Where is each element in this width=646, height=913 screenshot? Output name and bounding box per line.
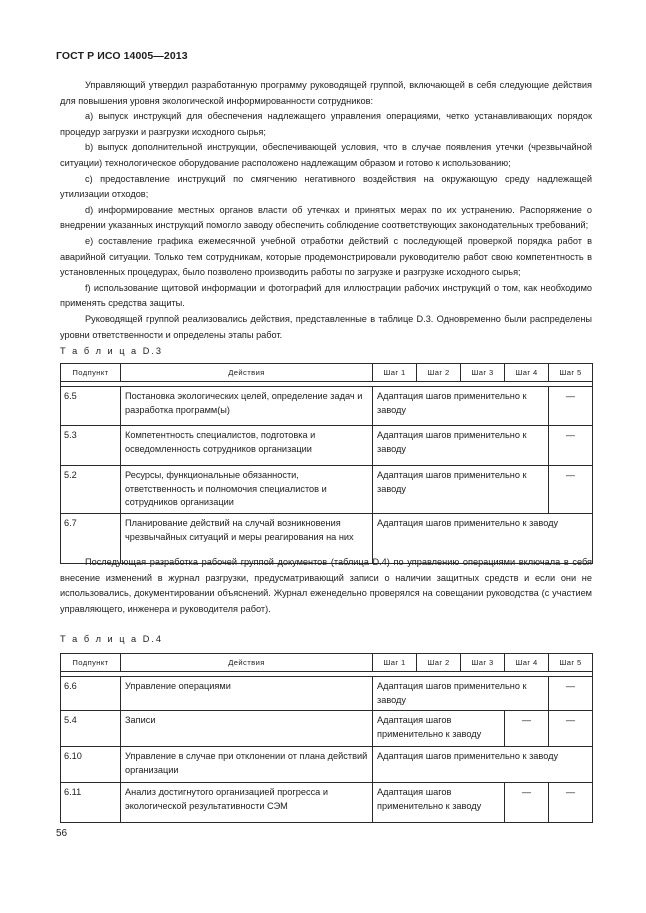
intro-line-5: е) составление графика ежемесячной учебной отработки действий с последующей проверкой порядка работ в аварийной ситуации. Только тем сотрудникам, которые продемонстрировали руководителю работ свою компетентность в установленных процедурах, было позволено производить работы по загрузке и разгрузке исходного сырья;: [60, 235, 592, 278]
header-subclause: Подпункт: [61, 364, 121, 382]
table-d4-caption: Т а б л и ц а D.4: [60, 634, 164, 644]
middle-paragraph: [60, 555, 592, 617]
subclause-cell: 5.4: [61, 711, 121, 747]
adaptation-cell: Адаптация шагов применительно к заводу: [373, 677, 549, 711]
adaptation-cell: Адаптация шагов применительно к заводу: [373, 783, 505, 823]
table-row: [61, 677, 593, 711]
intro-paragraphs: [60, 78, 592, 343]
subclause-cell: 6.6: [61, 677, 121, 711]
intro-line-4: d) информирование местных органов власти об утечках и принятых мерах по их устранению. Распоряжение о внедрении указанных инструкций помогло заводу обеспечить соблюдение соответствующих законодательных требований;: [60, 204, 592, 231]
intro-line-7: Руководящей группой реализовались действия, представленные в таблице D.3. Одновременно были распределены уровни ответственности и определены этапы работ.: [60, 313, 592, 340]
header-step-3: Шаг 3: [461, 364, 505, 382]
page-number: 56: [56, 828, 68, 839]
action-cell: Ресурсы, функциональные обязанности, ответственность и полномочия специалистов и сотрудников организации: [121, 466, 373, 514]
table-row: [61, 387, 593, 426]
header-actions: Действия: [121, 364, 373, 382]
step-4-cell: —: [505, 711, 549, 747]
header-step-5: Шаг 5: [549, 654, 593, 672]
header-subclause: Подпункт: [61, 654, 121, 672]
header-step-4: Шаг 4: [505, 654, 549, 672]
action-cell: Записи: [121, 711, 373, 747]
subclause-cell: 6.11: [61, 783, 121, 823]
step-5-cell: —: [549, 466, 593, 514]
intro-line-2: b) выпуск дополнительной инструкции, обеспечивающей условия, что в случае появления утечки (чрезвычайной ситуации) технологическое оборудование расположено надлежащим образом и готово к использованию;: [60, 142, 592, 168]
step-5-cell: —: [549, 426, 593, 466]
action-cell: Анализ достигнутого организацией прогресса и экологической результативности СЭМ: [121, 783, 373, 823]
table-row: [61, 783, 593, 823]
adaptation-cell: Адаптация шагов применительно к заводу: [373, 387, 549, 426]
action-cell: Постановка экологических целей, определение задач и разработка программ(ы): [121, 387, 373, 426]
middle-text: Последующая разработка рабочей группой документов (таблица D.4) по управлению операциями включала в себя внесение изменений в журнал разгрузки, предусматривающий записи о наличии защитных средств и если они не использовались, документировании объяснений. Журнал еженедельно проверялся на совещании руководства (с участием управляющего, инженера и руководителя работ).: [60, 557, 592, 614]
intro-line-3: с) предоставление инструкций по смягчению негативного воздействия на окружающую среду надлежащей утилизации отходов;: [60, 173, 592, 200]
step-5-cell: —: [549, 387, 593, 426]
table-d3: [60, 363, 593, 564]
step-5-cell: —: [549, 677, 593, 711]
document-header: ГОСТ Р ИСО 14005—2013: [56, 50, 188, 62]
action-cell: Компетентность специалистов, подготовка и осведомленность сотрудников организации: [121, 426, 373, 466]
header-step-1: Шаг 1: [373, 364, 417, 382]
adaptation-cell: Адаптация шагов применительно к заводу: [373, 711, 505, 747]
action-cell: Планирование действий на случай возникновения чрезвычайных ситуаций и меры реагирования на них: [121, 514, 373, 564]
table-row: [61, 426, 593, 466]
header-actions: Действия: [121, 654, 373, 672]
intro-line-1: а) выпуск инструкций для обеспечения надлежащего управления операциями, четко устанавливающих порядок процедур загрузки и разгрузки исходного сырья;: [60, 111, 592, 137]
subclause-cell: 5.3: [61, 426, 121, 466]
adaptation-cell: Адаптация шагов применительно к заводу: [373, 426, 549, 466]
table-d4: [60, 653, 593, 823]
subclause-cell: 6.5: [61, 387, 121, 426]
table-row: [61, 711, 593, 747]
table-row: [61, 466, 593, 514]
header-step-4: Шаг 4: [505, 364, 549, 382]
table-row: [61, 747, 593, 783]
subclause-cell: 6.7: [61, 514, 121, 564]
adaptation-cell: Адаптация шагов применительно к заводу: [373, 747, 593, 783]
header-step-2: Шаг 2: [417, 654, 461, 672]
adaptation-cell: Адаптация шагов применительно к заводу: [373, 466, 549, 514]
subclause-cell: 5.2: [61, 466, 121, 514]
intro-line-6: f) использование щитовой информации и фотографий для иллюстрации рабочих инструкций о том, как необходимо применять средства защиты.: [60, 282, 592, 309]
header-step-3: Шаг 3: [461, 654, 505, 672]
intro-line-0: Управляющий утвердил разработанную программу руководящей группой, включающей в себя следующие действия для повышения уровня экологической информированности сотрудников:: [60, 80, 592, 106]
step-5-cell: —: [549, 783, 593, 823]
header-step-2: Шаг 2: [417, 364, 461, 382]
step-5-cell: —: [549, 711, 593, 747]
header-step-1: Шаг 1: [373, 654, 417, 672]
adaptation-cell: Адаптация шагов применительно к заводу: [373, 514, 593, 564]
step-4-cell: —: [505, 783, 549, 823]
action-cell: Управление операциями: [121, 677, 373, 711]
action-cell: Управление в случае при отклонении от плана действий организации: [121, 747, 373, 783]
table-d3-caption: Т а б л и ц а D.3: [60, 346, 164, 356]
header-step-5: Шаг 5: [549, 364, 593, 382]
subclause-cell: 6.10: [61, 747, 121, 783]
